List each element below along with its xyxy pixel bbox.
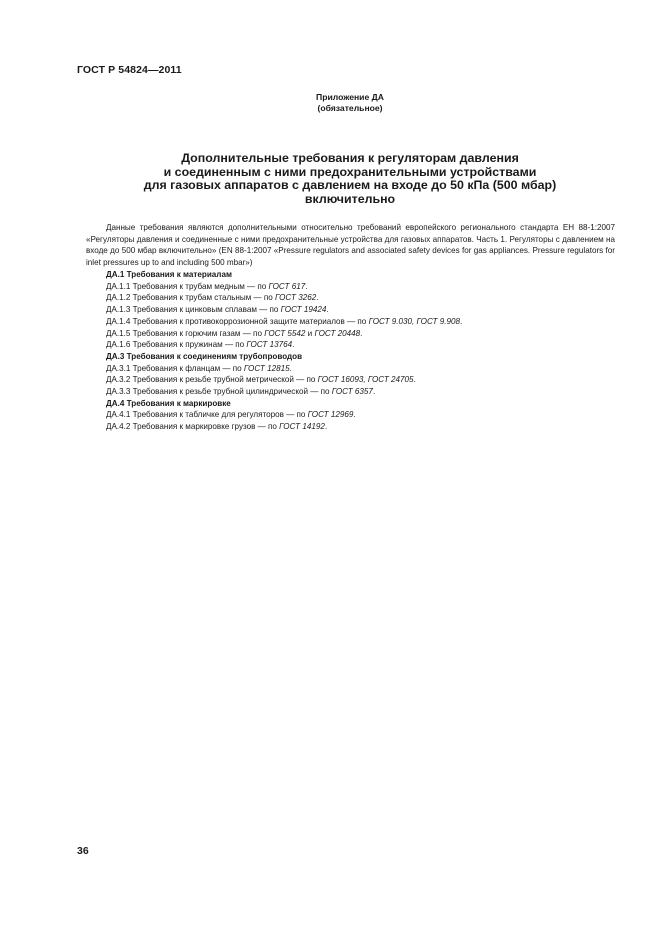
item-text: . (326, 305, 329, 315)
standard-designation: ГОСТ Р 54824—2011 (77, 64, 182, 76)
standard-reference: ГОСТ 13764 (246, 340, 293, 350)
standard-reference: ГОСТ 12969 (307, 410, 354, 420)
requirement-item (106, 386, 462, 398)
section-heading (106, 269, 462, 281)
item-text: ДА.3.3 Требования к резьбе трубной цилиндрической — по (106, 387, 332, 397)
requirement-item (106, 421, 462, 433)
item-text: ДА.3.2 Требования к резьбе трубной метрической — по (106, 375, 318, 385)
standard-reference: ГОСТ 6357 (331, 387, 373, 397)
appendix-title: Приложение ДА (316, 92, 384, 102)
item-text: ДА.1.6 Требования к пружинам — по (106, 340, 247, 350)
item-text: ДА.4.1 Требования к табличке для регуляторов — по (106, 410, 308, 420)
section-heading (106, 351, 462, 363)
appendix-heading (110, 152, 590, 206)
standard-reference: ГОСТ 617 (268, 281, 306, 291)
standard-reference: ГОСТ 5542 (264, 328, 306, 338)
requirement-item (106, 304, 462, 316)
item-text: ДА.4 Требования к маркировке (106, 398, 231, 408)
requirement-item (106, 339, 462, 351)
item-text: ДА.3.1 Требования к фланцам — по (106, 363, 244, 373)
intro-paragraph: Данные требования являются дополнительными относительно требований европейского регионального стандарта ЕН 88-1:2007 «Регуляторы давления и соединенные с ними предохранительные устройства для газовых аппаратов. Часть 1. Регуляторы с давлением на входе до 500 мбар включительно» (EN 88-1:2007 «Pressure regulators and associated safety devices for gas appliances. Pressure regulators for inlet pressures up to and including 500 mbar») (86, 223, 615, 268)
item-text: . (324, 422, 328, 432)
heading-line: и соединенным с ними предохранительными устройствами (163, 164, 537, 179)
requirements-list (106, 269, 462, 433)
standard-reference: ГОСТ 20448 (314, 328, 361, 338)
item-text: . (372, 387, 376, 397)
item-text: . (459, 316, 463, 326)
item-text: . (413, 375, 416, 385)
section-heading (106, 398, 462, 410)
requirement-item (106, 409, 462, 421)
requirement-item (106, 363, 462, 375)
requirement-item (106, 374, 462, 386)
item-text: ДА.1.5 Требования к горючим газам — по (106, 328, 265, 338)
heading-line: включительно (304, 191, 396, 206)
requirement-item (106, 292, 462, 304)
page-number: 36 (77, 845, 89, 857)
standard-reference: ГОСТ 12815 (243, 363, 290, 373)
item-text: и (305, 328, 315, 338)
item-text: . (292, 340, 295, 350)
appendix-status: (обязательное) (317, 103, 383, 113)
requirement-item (106, 281, 462, 293)
standard-reference: ГОСТ 19424 (280, 305, 327, 315)
standard-reference: ГОСТ 9.030, ГОСТ 9.908 (368, 316, 460, 326)
heading-line: для газовых аппаратов с давлением на входе до 50 кПа (500 мбар) (143, 178, 557, 192)
item-text: ДА.3 Требования к соединениям трубопроводов (106, 351, 303, 361)
standard-reference: ГОСТ 16093, ГОСТ 24705 (317, 375, 414, 385)
item-text: ДА.1.4 Требования к противокоррозионной защите материалов — по (106, 316, 369, 326)
requirement-item (106, 316, 462, 328)
item-text: ДА.1.2 Требования к трубам стальным — по (106, 293, 275, 303)
standard-reference: ГОСТ 3262 (275, 293, 317, 303)
item-text: . (316, 293, 319, 303)
item-text: ДА.1 Требования к материалам (106, 270, 232, 279)
standard-reference: ГОСТ 14192 (279, 422, 325, 432)
item-text: . (289, 363, 292, 373)
item-text: . (305, 281, 308, 291)
item-text: ДА.1.1 Требования к трубам медным — по (106, 281, 269, 291)
requirement-item (106, 328, 462, 340)
item-text: ДА.1.3 Требования к цинковым сплавам — по (106, 305, 281, 315)
heading-line: Дополнительные требования к регуляторам давления (181, 151, 519, 165)
item-text: . (353, 410, 356, 420)
item-text: ДА.4.2 Требования к маркировке грузов — по (106, 422, 280, 432)
item-text: . (360, 328, 363, 338)
